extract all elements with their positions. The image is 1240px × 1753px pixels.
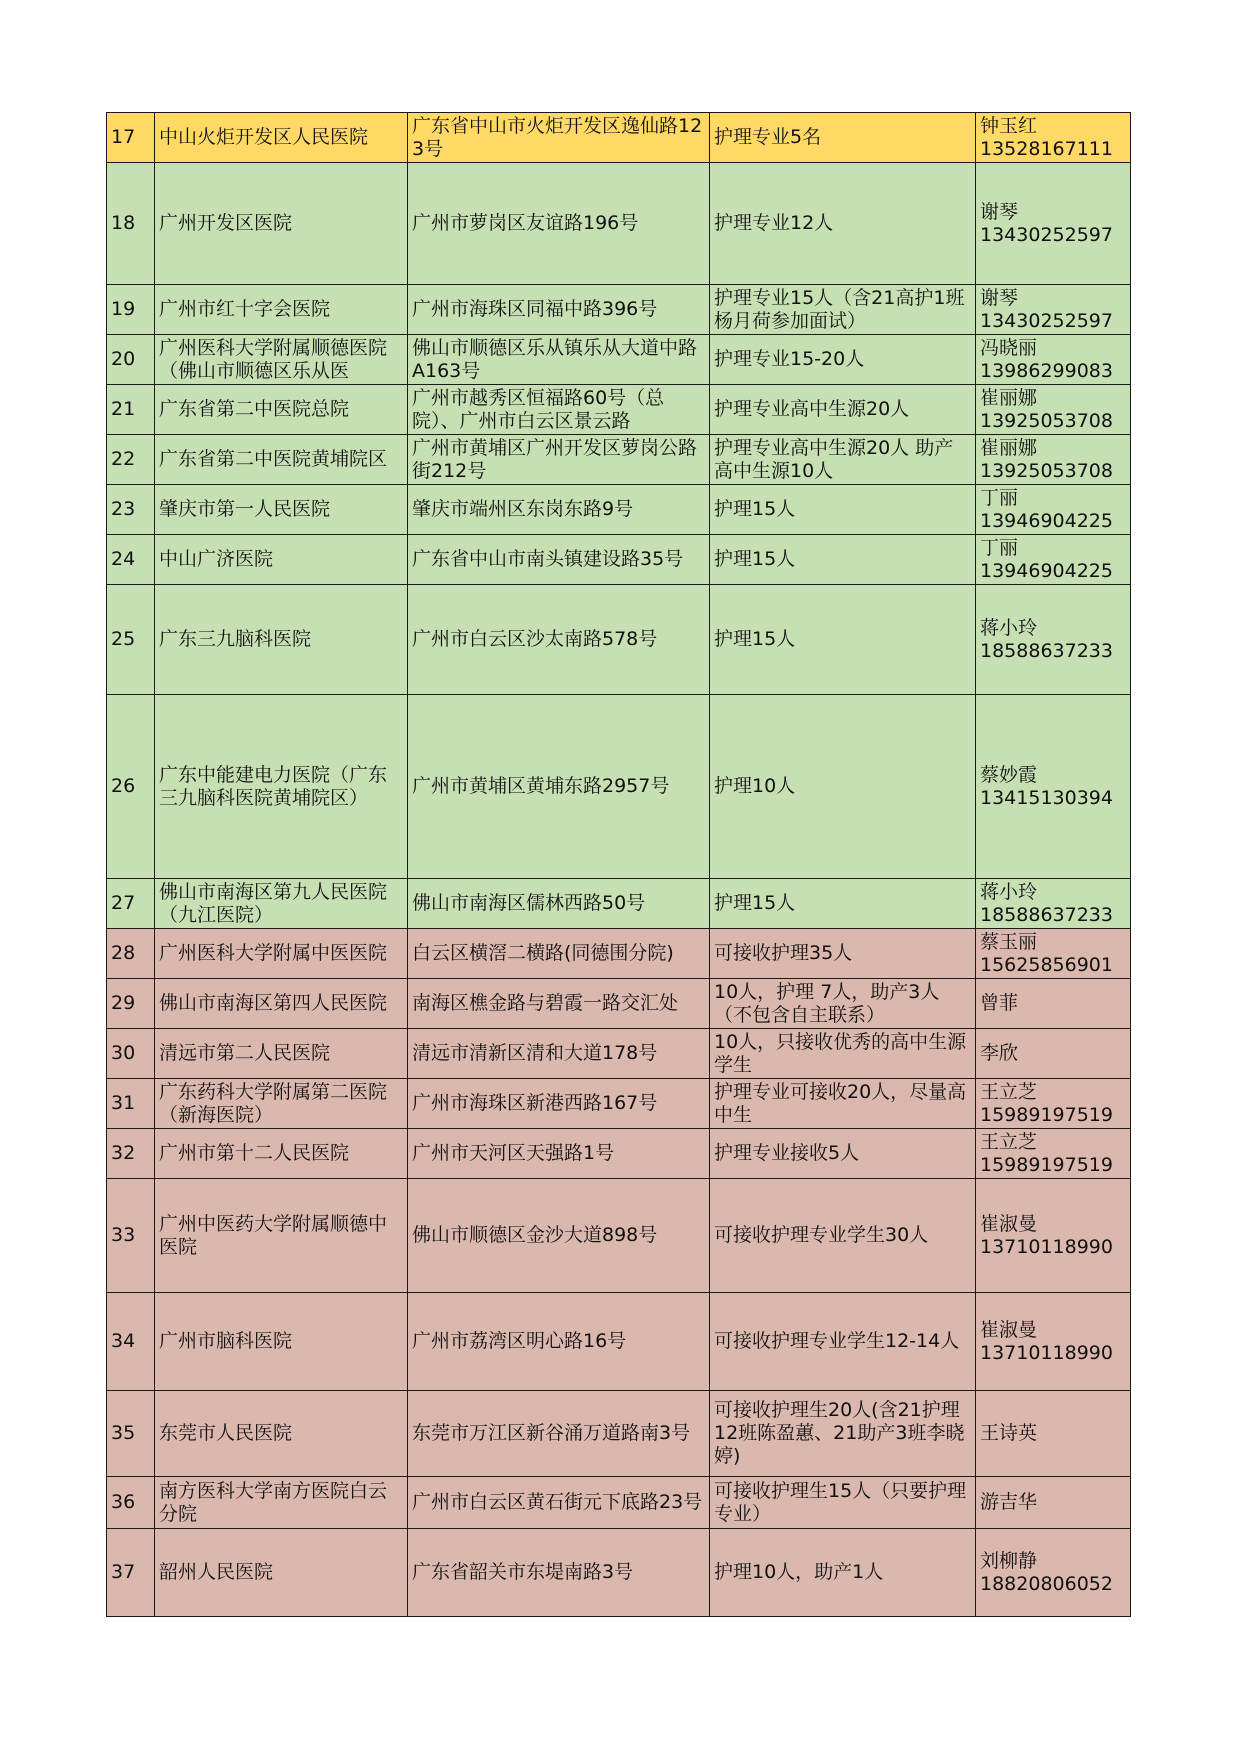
row-number-cell: 33 (107, 1179, 155, 1293)
row-number-cell: 30 (107, 1029, 155, 1079)
hospital-name-cell: 广州市脑科医院 (155, 1293, 408, 1391)
quota-cell: 可接收护理35人 (710, 929, 976, 979)
hospital-name-cell: 佛山市南海区第四人民医院 (155, 979, 408, 1029)
quota-cell: 可接收护理专业学生12-14人 (710, 1293, 976, 1391)
address-cell: 广州市黄埔区广州开发区萝岗公路街212号 (408, 435, 710, 485)
quota-cell: 护理专业接收5人 (710, 1129, 976, 1179)
quota-cell: 护理15人 (710, 585, 976, 695)
contact-cell: 王立芝 15989197519 (976, 1079, 1131, 1129)
row-number-cell: 35 (107, 1391, 155, 1477)
table-body (107, 113, 1131, 1617)
contact-cell: 崔丽娜 13925053708 (976, 385, 1131, 435)
contact-cell: 崔淑曼 13710118990 (976, 1293, 1131, 1391)
table-row (107, 385, 1131, 435)
hospital-name-cell: 广州中医药大学附属顺德中医院 (155, 1179, 408, 1293)
contact-cell: 曾菲 (976, 979, 1131, 1029)
quota-cell: 可接收护理专业学生30人 (710, 1179, 976, 1293)
address-cell: 清远市清新区清和大道178号 (408, 1029, 710, 1079)
row-number-cell: 17 (107, 113, 155, 163)
hospital-name-cell: 广州医科大学附属顺德医院（佛山市顺德区乐从医 (155, 335, 408, 385)
row-number-cell: 31 (107, 1079, 155, 1129)
hospital-name-cell: 广东三九脑科医院 (155, 585, 408, 695)
address-cell: 广东省中山市南头镇建设路35号 (408, 535, 710, 585)
row-number-cell: 29 (107, 979, 155, 1029)
table-row (107, 1179, 1131, 1293)
hospital-name-cell: 广州开发区医院 (155, 163, 408, 285)
table-row (107, 1529, 1131, 1617)
quota-cell: 护理15人 (710, 535, 976, 585)
row-number-cell: 32 (107, 1129, 155, 1179)
quota-cell: 护理15人 (710, 879, 976, 929)
row-number-cell: 25 (107, 585, 155, 695)
hospital-name-cell: 广州市第十二人民医院 (155, 1129, 408, 1179)
address-cell: 白云区横滘二横路(同德围分院) (408, 929, 710, 979)
contact-cell: 蒋小玲 18588637233 (976, 585, 1131, 695)
row-number-cell: 23 (107, 485, 155, 535)
address-cell: 佛山市顺德区金沙大道898号 (408, 1179, 710, 1293)
address-cell: 广州市萝岗区友谊路196号 (408, 163, 710, 285)
table-row (107, 335, 1131, 385)
hospital-name-cell: 肇庆市第一人民医院 (155, 485, 408, 535)
hospital-name-cell: 广州医科大学附属中医医院 (155, 929, 408, 979)
row-number-cell: 22 (107, 435, 155, 485)
hospital-name-cell: 广东药科大学附属第二医院（新海医院） (155, 1079, 408, 1129)
table-row (107, 585, 1131, 695)
contact-cell: 崔丽娜 13925053708 (976, 435, 1131, 485)
row-number-cell: 21 (107, 385, 155, 435)
hospital-name-cell: 东莞市人民医院 (155, 1391, 408, 1477)
address-cell: 广州市荔湾区明心路16号 (408, 1293, 710, 1391)
row-number-cell: 28 (107, 929, 155, 979)
table-row (107, 285, 1131, 335)
table-row (107, 879, 1131, 929)
quota-cell: 护理专业12人 (710, 163, 976, 285)
address-cell: 佛山市南海区儒林西路50号 (408, 879, 710, 929)
table-row (107, 929, 1131, 979)
table-row (107, 1293, 1131, 1391)
address-cell: 广州市越秀区恒福路60号（总院）、广州市白云区景云路 (408, 385, 710, 435)
contact-cell: 谢琴 13430252597 (976, 285, 1131, 335)
address-cell: 佛山市顺德区乐从镇乐从大道中路A163号 (408, 335, 710, 385)
contact-cell: 王诗英 (976, 1391, 1131, 1477)
hospital-name-cell: 中山广济医院 (155, 535, 408, 585)
address-cell: 东莞市万江区新谷涌万道路南3号 (408, 1391, 710, 1477)
address-cell: 广州市白云区黄石街元下底路23号 (408, 1477, 710, 1529)
table-row (107, 113, 1131, 163)
hospital-name-cell: 广东中能建电力医院（广东三九脑科医院黄埔院区） (155, 695, 408, 879)
contact-cell: 崔淑曼 13710118990 (976, 1179, 1131, 1293)
address-cell: 广州市白云区沙太南路578号 (408, 585, 710, 695)
table-row (107, 979, 1131, 1029)
contact-cell: 谢琴 13430252597 (976, 163, 1131, 285)
row-number-cell: 19 (107, 285, 155, 335)
contact-cell: 钟玉红 13528167111 (976, 113, 1131, 163)
table-row (107, 695, 1131, 879)
table-row (107, 1029, 1131, 1079)
hospital-name-cell: 广东省第二中医院黄埔院区 (155, 435, 408, 485)
address-cell: 广州市黄埔区黄埔东路2957号 (408, 695, 710, 879)
quota-cell: 护理15人 (710, 485, 976, 535)
table-row (107, 1079, 1131, 1129)
address-cell: 广州市海珠区同福中路396号 (408, 285, 710, 335)
quota-cell: 可接收护理生15人（只要护理专业） (710, 1477, 976, 1529)
contact-cell: 蒋小玲 18588637233 (976, 879, 1131, 929)
quota-cell: 护理专业高中生源20人 助产高中生源10人 (710, 435, 976, 485)
contact-cell: 丁丽 13946904225 (976, 535, 1131, 585)
table-row (107, 535, 1131, 585)
hospital-name-cell: 广东省第二中医院总院 (155, 385, 408, 435)
contact-cell: 冯晓丽 13986299083 (976, 335, 1131, 385)
quota-cell: 10人，只接收优秀的高中生源学生 (710, 1029, 976, 1079)
table-row (107, 1477, 1131, 1529)
row-number-cell: 18 (107, 163, 155, 285)
table-row (107, 163, 1131, 285)
quota-cell: 护理专业5名 (710, 113, 976, 163)
address-cell: 广州市海珠区新港西路167号 (408, 1079, 710, 1129)
hospital-name-cell: 中山火炬开发区人民医院 (155, 113, 408, 163)
quota-cell: 护理专业可接收20人，尽量高中生 (710, 1079, 976, 1129)
quota-cell: 护理10人，助产1人 (710, 1529, 976, 1617)
row-number-cell: 37 (107, 1529, 155, 1617)
quota-cell: 护理10人 (710, 695, 976, 879)
contact-cell: 丁丽 13946904225 (976, 485, 1131, 535)
contact-cell: 蔡玉丽 15625856901 (976, 929, 1131, 979)
contact-cell: 李欣 (976, 1029, 1131, 1079)
row-number-cell: 26 (107, 695, 155, 879)
address-cell: 广东省韶关市东堤南路3号 (408, 1529, 710, 1617)
hospital-table (106, 112, 1131, 1617)
address-cell: 广东省中山市火炬开发区逸仙路123号 (408, 113, 710, 163)
address-cell: 广州市天河区天强路1号 (408, 1129, 710, 1179)
quota-cell: 可接收护理生20人(含21护理12班陈盈蕙、21助产3班李晓婷) (710, 1391, 976, 1477)
row-number-cell: 27 (107, 879, 155, 929)
hospital-name-cell: 佛山市南海区第九人民医院（九江医院） (155, 879, 408, 929)
quota-cell: 护理专业15-20人 (710, 335, 976, 385)
row-number-cell: 36 (107, 1477, 155, 1529)
hospital-name-cell: 南方医科大学南方医院白云分院 (155, 1477, 408, 1529)
table-row (107, 435, 1131, 485)
address-cell: 南海区樵金路与碧霞一路交汇处 (408, 979, 710, 1029)
quota-cell: 护理专业高中生源20人 (710, 385, 976, 435)
hospital-name-cell: 广州市红十字会医院 (155, 285, 408, 335)
row-number-cell: 20 (107, 335, 155, 385)
row-number-cell: 34 (107, 1293, 155, 1391)
contact-cell: 游吉华 (976, 1477, 1131, 1529)
contact-cell: 蔡妙霞 13415130394 (976, 695, 1131, 879)
table-row (107, 485, 1131, 535)
quota-cell: 护理专业15人（含21高护1班杨月荷参加面试） (710, 285, 976, 335)
table-row (107, 1129, 1131, 1179)
hospital-name-cell: 清远市第二人民医院 (155, 1029, 408, 1079)
row-number-cell: 24 (107, 535, 155, 585)
quota-cell: 10人，护理 7人，助产3人（不包含自主联系） (710, 979, 976, 1029)
address-cell: 肇庆市端州区东岗东路9号 (408, 485, 710, 535)
hospital-name-cell: 韶州人民医院 (155, 1529, 408, 1617)
contact-cell: 刘柳静 18820806052 (976, 1529, 1131, 1617)
table-row (107, 1391, 1131, 1477)
contact-cell: 王立芝 15989197519 (976, 1129, 1131, 1179)
